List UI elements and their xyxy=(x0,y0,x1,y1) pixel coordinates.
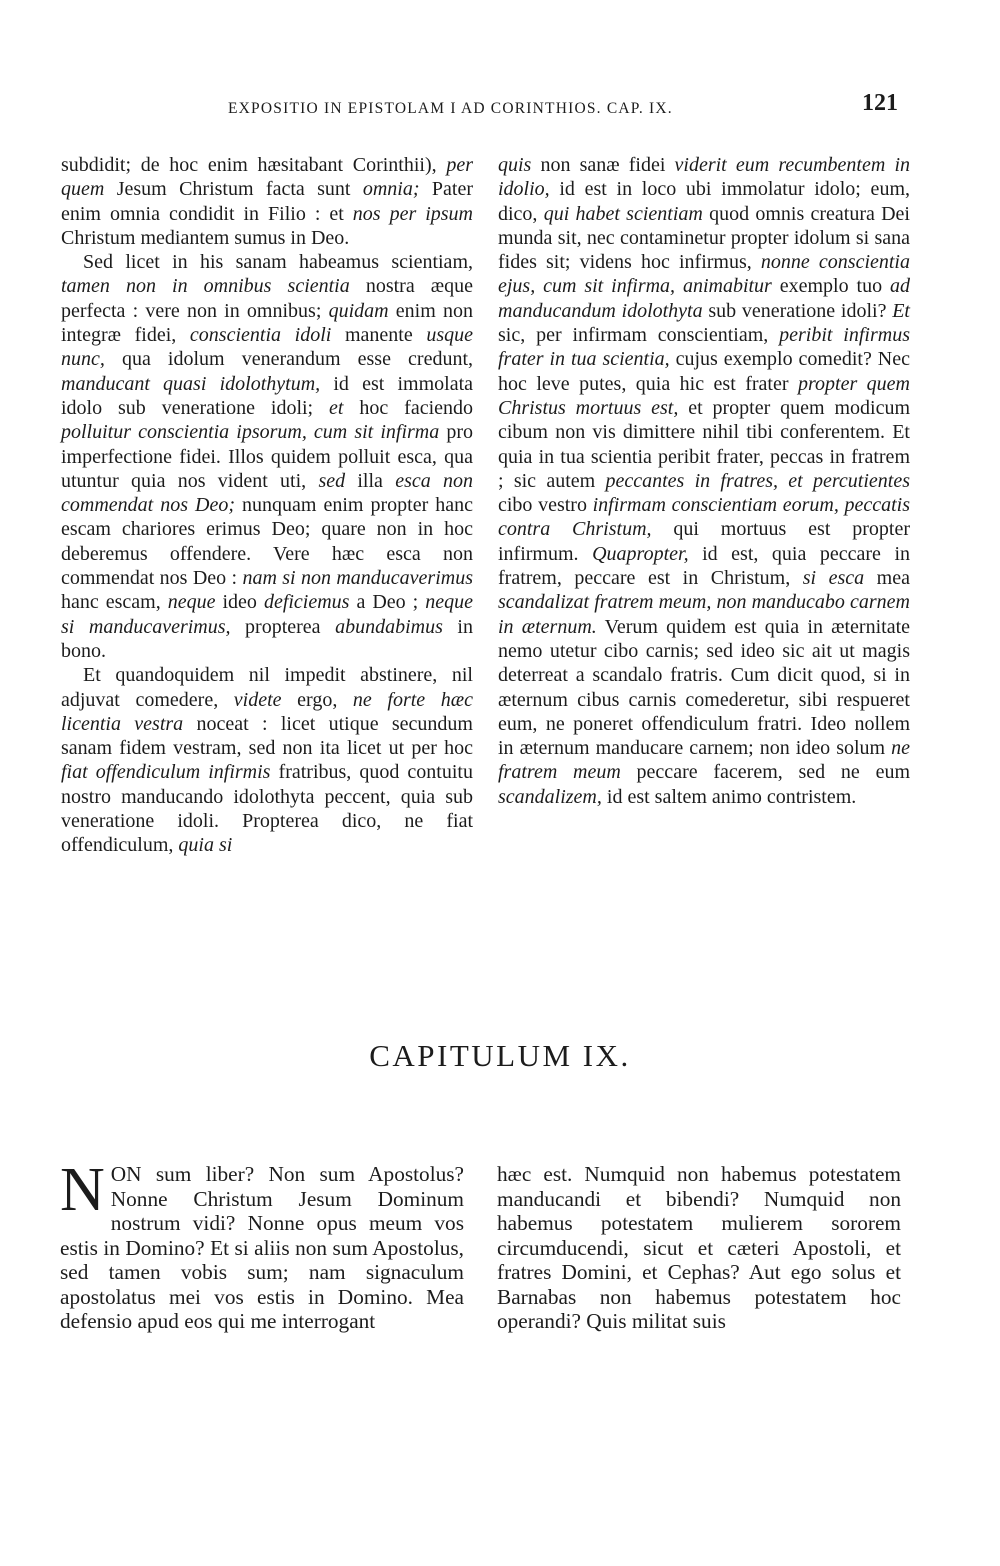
text-run: id est saltem animo contristem. xyxy=(601,785,857,808)
italic-phrase: fiat offendiculum infirmis xyxy=(61,761,271,784)
italic-phrase: conscientia idoli xyxy=(189,324,332,347)
text-run: Christum mediantem sumus in Deo. xyxy=(61,226,350,249)
text-run: exemplo tuo xyxy=(771,275,890,298)
text-run: noceat : licet utique secundum sanam fidem vestram, sed non ita licet ut per hoc xyxy=(61,712,473,760)
chapter-heading: CAPITULUM IX. xyxy=(369,1038,631,1073)
italic-phrase: ne fratrem meum xyxy=(498,737,910,784)
text-run: id est in loco ubi immolatur idolo; eum, dico, xyxy=(498,178,910,225)
italic-phrase: usque nunc, xyxy=(61,324,473,371)
italic-phrase: polluitur conscientia ipsorum, cum sit infirma xyxy=(61,421,440,444)
text-run: ideo xyxy=(215,591,264,614)
text-run: fratribus, quod contuitu nostro manducando idolothyta peccent, quia sub veneratione idoli. Propterea dico, ne fiat offendiculum, xyxy=(61,761,473,857)
text-run: enim non integræ fidei, xyxy=(61,299,473,347)
italic-phrase: scandalizat fratrem meum, non manducabo carnem in æternum. xyxy=(498,591,910,638)
paragraph xyxy=(61,153,473,250)
italic-phrase: per quem xyxy=(61,154,473,201)
text-run: Jesum Christum facta sunt xyxy=(104,178,363,201)
text-run: Verum quidem est quia in æternitate nemo utetur cibo carnis; sed ideo sic ait ut magis deterreat a scandalo fratris. Cum dicit quod, si in æternum cibus carnis comederetur, sibi respueret eum, ne poneret offendiculum fratri. Ideo nollem in æternum manducare carnem; non ideo solum xyxy=(498,615,910,760)
text-run: illa xyxy=(345,469,396,492)
italic-phrase: esca non commendat nos Deo; xyxy=(61,469,474,517)
italic-phrase: nam si non manducaverimus xyxy=(242,567,473,590)
text-run: pro imperfectione fidei. Illos quidem polluit esca, qua utuntur quia nos vident uti, xyxy=(61,421,473,492)
italic-phrase: et xyxy=(329,396,344,419)
text-run: hanc escam, xyxy=(61,591,168,614)
italic-phrase: qui habet scientiam xyxy=(543,202,703,225)
text-run: qua idolum venerandum esse credunt, xyxy=(104,348,473,371)
italic-phrase: si esca xyxy=(802,567,865,590)
scripture-text: hæc est. Numquid non habemus potestatem manducandi et bibendi? Numquid non habemus potestatem mulierem sororem circumducendi, sicut et cæteri Apostoli, et fratres Domini, et Cephas? Aut ego solus et Barnabas non habemus potestatem hoc operandi? Quis militat suis xyxy=(497,1162,901,1333)
italic-phrase: nos per ipsum xyxy=(352,202,473,225)
text-run: non sanæ fidei xyxy=(531,154,675,176)
italic-phrase: propter quem Christus mortuus est, xyxy=(498,372,911,419)
text-run: in bono. xyxy=(61,615,473,662)
text-run: cujus exemplo comedit? Nec hoc leve putes, quia hic est frater xyxy=(498,348,910,395)
italic-phrase: sed xyxy=(318,469,346,492)
text-run: sub veneratione idoli? xyxy=(702,299,893,322)
text-run: hoc faciendo xyxy=(343,396,474,419)
text-run: nunquam enim propter hanc escam chariores erimus Deo; quare non in hoc deberemus offendere. Vere hæc esca non commendat nos Deo : xyxy=(61,494,473,590)
text-run: ergo, xyxy=(281,688,353,711)
text-run: cibo vestro xyxy=(498,494,593,517)
text-run: Pater enim omnia condidit in Filio : et xyxy=(61,178,474,225)
text-run: sic, per infirmam conscientiam, xyxy=(498,324,780,347)
italic-phrase: ad manducandum idolothyta xyxy=(498,275,910,322)
paragraph xyxy=(498,153,910,809)
text-run: Sed licet in his sanam habeamus scientiam, xyxy=(83,251,473,274)
italic-phrase: nonne conscientia ejus, cum sit infirma, animabitur xyxy=(498,251,910,298)
running-header xyxy=(0,92,1000,132)
text-run: nostra æque perfecta : vere non in omnibus; xyxy=(61,275,473,322)
scripture-text: ON sum liber? Non sum Apostolus? Nonne Christum Jesum Dominum nostrum vidi? Nonne opus meum vos estis in Domino? Et si aliis non sum Apostolus, sed tamen vobis sum; nam signaculum apostolatus mei vos estis in Domino. Mea defensio apud eos qui me interrogant xyxy=(60,1162,464,1333)
italic-phrase: videte xyxy=(233,688,282,711)
italic-phrase: Et xyxy=(892,299,910,322)
italic-phrase: peccantes in fratres, et percutientes xyxy=(605,469,911,492)
text-run: subdidit; de hoc enim hæsitabant Corinthii), xyxy=(61,154,447,176)
paragraph xyxy=(61,663,473,857)
italic-phrase: infirmam conscientiam eorum, peccatis contra Christum, xyxy=(498,494,911,541)
page-number: 121 xyxy=(862,90,898,116)
right-column-commentary xyxy=(498,153,910,809)
text-run: et propter quem modicum cibum non vis dimittere nihil tibi conferentem. Et quia in tua scientia peribit frater, peccas in fratrem ; sic autem xyxy=(498,396,911,492)
italic-phrase: quia si xyxy=(178,834,233,857)
text-run: a Deo ; xyxy=(349,591,426,614)
italic-phrase: abundabimus xyxy=(335,615,443,638)
text-run: propterea xyxy=(230,615,336,638)
text-run: Et quandoquidem nil impedit abstinere, nil adjuvat comedere, xyxy=(61,664,473,711)
running-head-title: EXPOSITIO IN EPISTOLAM I AD CORINTHIOS. CAP. IX. xyxy=(228,100,673,117)
italic-phrase: neque xyxy=(167,591,216,614)
text-run: quod omnis creatura Dei munda sit, nec contaminetur propter idolum si sana fides sit; videns hoc infirmus, xyxy=(498,202,910,274)
text-run: id est immolata idolo sub veneratione idoli; xyxy=(61,372,474,419)
italic-phrase: scandalizem, xyxy=(498,785,602,808)
italic-phrase: viderit eum recumbentem in idolio, xyxy=(498,154,911,201)
paragraph xyxy=(61,250,473,663)
italic-phrase: tamen non in omnibus scientia xyxy=(61,275,350,298)
drop-cap: N xyxy=(60,1156,105,1224)
italic-phrase: manducant quasi idolothytum, xyxy=(61,372,321,395)
text-run: manente xyxy=(331,324,427,347)
italic-phrase: omnia; xyxy=(362,178,420,201)
italic-phrase: peribit infirmus frater in tua scientia, xyxy=(498,324,910,371)
italic-phrase: deficiemus xyxy=(263,591,350,614)
italic-phrase: Quapropter, xyxy=(592,542,689,565)
text-run: mea xyxy=(864,567,910,590)
left-column-scripture xyxy=(60,1156,464,1334)
text-run: qui mortuus est propter infirmum. xyxy=(498,518,910,565)
italic-phrase: quis xyxy=(498,154,532,176)
italic-phrase: quidam xyxy=(328,299,389,322)
italic-phrase: ne forte hæc licentia vestra xyxy=(61,688,473,735)
right-column-scripture xyxy=(497,1162,901,1334)
italic-phrase: neque si manducaverimus, xyxy=(61,591,473,638)
text-run: peccare facerem, sed ne eum xyxy=(620,761,910,784)
text-run: id est, quia peccare in fratrem, peccare est in Christum, xyxy=(498,542,911,590)
left-column-commentary xyxy=(61,153,473,858)
